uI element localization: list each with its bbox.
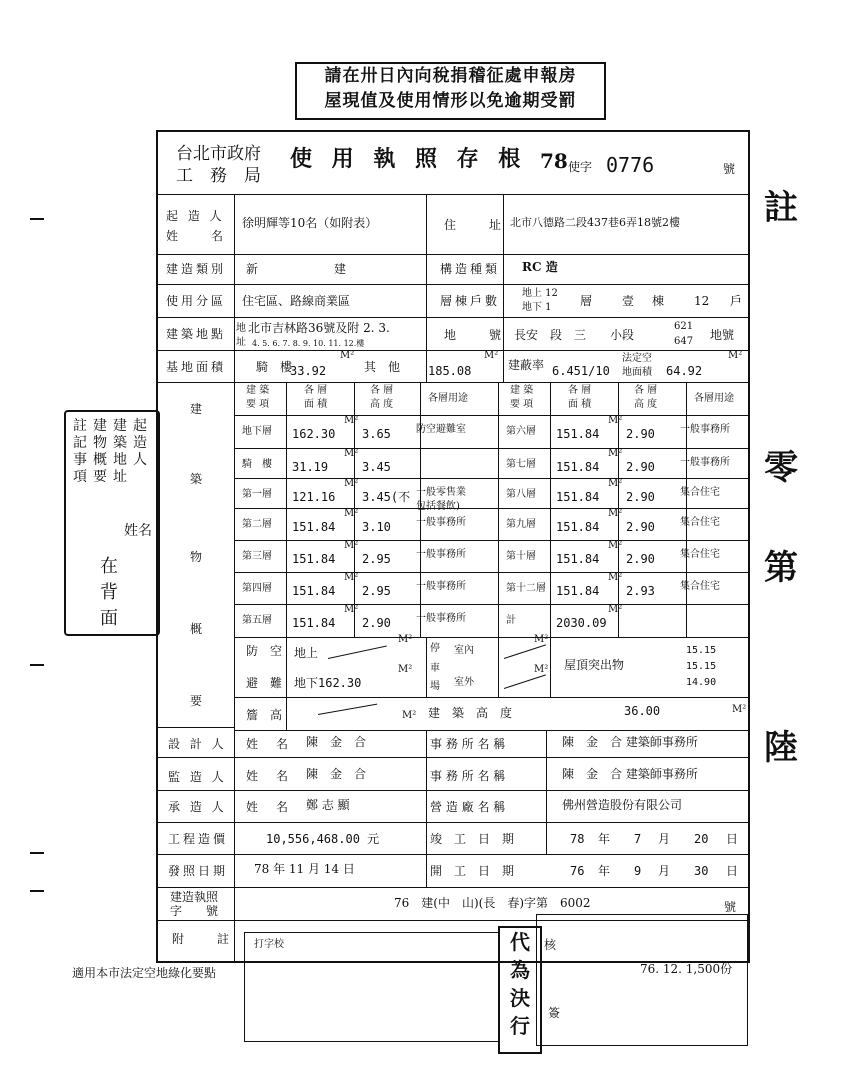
margin-mark-2	[30, 664, 44, 666]
roof-label: 屋頂突出物	[564, 658, 625, 672]
side-col-2: 建築地址	[113, 418, 127, 485]
floor-use: 集合住宅	[680, 517, 720, 528]
build-type-value-1: 新	[246, 262, 259, 276]
parking-outdoor: 室外	[454, 677, 474, 688]
org-name-2: 工 務 局	[176, 166, 261, 186]
floors-header-item-left: 建 築 要 項	[246, 385, 270, 410]
print-date: 76. 12. 1,500份	[640, 962, 733, 976]
floor-use: 一般零售業 包括餐飲)	[416, 487, 466, 512]
completion-day: 20	[694, 832, 709, 846]
cost-label: 工程造價	[168, 832, 229, 846]
floor-area-unit: M²	[608, 448, 623, 459]
floor-area: 2030.09	[556, 616, 607, 630]
floor-use: 一般事務所	[416, 613, 466, 624]
floors-below: 地下 1	[522, 302, 552, 313]
land-section: 長安 段 三 小段	[514, 328, 635, 342]
completion-year: 78	[570, 832, 585, 846]
building-unit: 棟	[652, 294, 665, 308]
floor-use: 一般事務所	[416, 581, 466, 592]
coverage-value: 6.451/10	[552, 364, 610, 378]
owner-value: 徐明輝等10名（如附表）	[242, 216, 378, 230]
issue-value: 78 年 11 月 14 日	[254, 862, 355, 876]
floor-use: 防空避難室	[416, 424, 466, 435]
unit-count: 12	[694, 294, 710, 308]
contractor-company-label: 營 造 廠 名 稱	[430, 800, 506, 814]
zoning-value: 住宅區、路線商業區	[242, 294, 351, 308]
location-prefix-2: 址	[236, 337, 246, 348]
build-type-label: 建造類別	[166, 262, 227, 276]
shelter-label-1: 防 空	[246, 644, 283, 658]
permit-year: 78	[540, 149, 568, 173]
delegate-stamp: 代 為 決 行	[498, 926, 542, 1054]
floors-header-height-left: 各 層 高 度	[370, 385, 394, 410]
section-char-1: 建	[190, 402, 203, 416]
floor-area: 151.84	[556, 427, 600, 441]
remarks-handwritten: 打字校	[254, 939, 284, 950]
floor-name: 地下層	[242, 426, 272, 437]
unit-word: 戶	[730, 294, 743, 308]
contractor-company: 佛州營造股份有限公司	[562, 798, 683, 812]
remarks-label: 附 註	[172, 932, 233, 946]
floor-area-unit: M²	[608, 540, 623, 551]
floor-height: 3.10	[362, 520, 391, 534]
floor-area: 151.84	[556, 552, 600, 566]
parking-indoor-unit: M²	[534, 634, 549, 645]
margin-char-b: 零	[764, 448, 798, 488]
shelter-below: 地下162.30	[294, 676, 362, 690]
floor-area-unit: M²	[344, 478, 359, 489]
notice-box	[295, 62, 606, 120]
completion-month: 7	[634, 832, 642, 846]
floor-height: 2.90	[626, 520, 655, 534]
arcade-value: 33.92	[290, 364, 327, 378]
floor-height: 2.93	[626, 584, 655, 598]
floor-area-unit: M²	[608, 572, 623, 583]
building-height-label: 建 築 高 度	[428, 706, 513, 720]
structure-value: RC 造	[522, 260, 558, 274]
supervisor-office: 陳 金 合 建築師事務所	[562, 767, 698, 781]
section-char-5: 要	[190, 694, 203, 708]
parking-indoor: 室內	[454, 645, 474, 656]
floor-name: 計	[506, 615, 516, 626]
legal-unit: M²	[728, 350, 743, 361]
floor-height: 2.90	[362, 616, 391, 630]
designer-office-label: 事 務 所 名 稱	[430, 737, 506, 751]
floor-area: 151.84	[556, 584, 600, 598]
location-label: 建築地點	[166, 327, 227, 341]
shelter-above-unit: M²	[398, 634, 413, 645]
building-height-value: 36.00	[624, 704, 661, 718]
floor-area: 151.84	[292, 584, 336, 598]
floor-area: 151.84	[556, 490, 600, 504]
margin-mark-4	[30, 890, 44, 892]
floor-use: 一般事務所	[680, 424, 730, 435]
sign-label: 簽	[548, 1006, 561, 1020]
supervisor-office-label: 事 務 所 名 稱	[430, 769, 506, 783]
floor-name: 第六層	[506, 426, 536, 437]
floor-area-unit: M²	[608, 415, 623, 426]
parking-label-3: 場	[430, 681, 440, 692]
side-tail-4: 面	[100, 608, 118, 629]
remarks-approve: 核	[544, 938, 557, 952]
floor-height: 3.65	[362, 427, 391, 441]
parking-outdoor-unit: M²	[534, 664, 549, 675]
start-year: 76	[570, 864, 585, 878]
roof-1: 15.15	[686, 645, 717, 656]
margin-char-c: 第	[764, 548, 798, 588]
other-value: 185.08	[428, 364, 472, 378]
start-month: 9	[634, 864, 642, 878]
floor-use: 集合住宅	[680, 581, 720, 592]
building-count: 壹	[622, 294, 635, 308]
legal-label-1: 法定空	[622, 353, 652, 364]
designer-office: 陳 金 合 建築師事務所	[562, 735, 698, 749]
arcade-unit: M²	[340, 350, 355, 361]
lot-1: 621	[674, 321, 694, 332]
roof-3: 14.90	[686, 677, 717, 688]
floor-area-unit: M²	[608, 478, 623, 489]
margin-char-a: 註	[764, 188, 798, 228]
side-stamp	[64, 410, 160, 636]
supervisor-name-label: 姓 名	[246, 769, 292, 783]
floor-name: 第五層	[242, 615, 272, 626]
side-tail-1: 姓名	[124, 523, 152, 539]
permit-suffix: 號	[723, 162, 736, 176]
floor-area-unit: M²	[344, 508, 359, 519]
floors-header-area-left: 各 層 面 積	[304, 385, 328, 410]
permit-label-2: 字 號	[170, 904, 219, 918]
floor-height: 2.90	[626, 427, 655, 441]
location-line-1: 北市吉林路36號及附 2. 3.	[248, 321, 390, 335]
supervisor-label: 監 造 人	[168, 770, 227, 784]
floor-area: 151.84	[556, 520, 600, 534]
floor-name: 第十二層	[506, 583, 546, 594]
issue-label: 發照日期	[168, 864, 229, 878]
floors-count-label: 層棟戶數	[440, 294, 501, 308]
designer-label: 設 計 人	[168, 737, 227, 751]
notice-line-2: 屋現值及使用情形以免逾期受罰	[324, 91, 577, 111]
section-char-2: 築	[190, 472, 203, 486]
other-label: 其 他	[364, 360, 401, 374]
designer-name-label: 姓 名	[246, 737, 292, 751]
permit-label-1: 建造執照	[170, 890, 219, 904]
land-label: 地 號	[444, 328, 505, 342]
floor-name: 騎 樓	[242, 459, 272, 470]
side-col-3: 建物概要	[93, 418, 107, 485]
floors-above: 地上 12	[522, 288, 558, 299]
floor-area-unit: M²	[344, 572, 359, 583]
approval-box	[244, 932, 500, 1042]
margin-mark-1	[30, 218, 44, 220]
org-name-1: 台北市政府	[176, 144, 261, 164]
floors-header-height-right: 各 層 高 度	[634, 385, 658, 410]
permit-form	[156, 130, 750, 963]
floor-area-unit: M²	[344, 604, 359, 615]
other-unit: M²	[484, 350, 499, 361]
designer-name: 陳 金 合	[306, 735, 367, 749]
floor-name: 第一層	[242, 489, 272, 500]
margin-char-d: 陸	[764, 728, 798, 768]
floors-header-item-right: 建 築 要 項	[510, 385, 534, 410]
section-char-4: 概	[190, 622, 203, 636]
shelter-below-unit: M²	[398, 664, 413, 675]
eave-unit: M²	[402, 710, 417, 721]
zoning-label: 使用分區	[166, 294, 227, 308]
floor-height: 3.45	[362, 460, 391, 474]
base-area-label: 基地面積	[166, 360, 227, 374]
floor-area: 162.30	[292, 427, 336, 441]
floor-area: 151.84	[292, 616, 336, 630]
floors-header-use-left: 各層用途	[428, 393, 468, 404]
legal-value: 64.92	[666, 364, 703, 378]
side-col-4: 註記事項	[73, 418, 87, 485]
floor-use: 一般事務所	[416, 549, 466, 560]
floor-height: 2.90	[626, 552, 655, 566]
start-label: 開 工 日 期	[430, 864, 515, 878]
floor-area-unit: M²	[608, 508, 623, 519]
legal-label-2: 地面積	[622, 367, 652, 378]
parking-label-1: 停	[430, 643, 440, 654]
floor-area: 31.19	[292, 460, 329, 474]
notice-line-1: 請在卅日內向稅捐稽征處申報房	[324, 66, 577, 86]
location-prefix-1: 地	[236, 323, 246, 334]
floor-name: 第八層	[506, 489, 536, 500]
permit-prefix: 使字	[568, 160, 593, 174]
margin-mark-3	[30, 852, 44, 854]
side-col-1: 起造人	[133, 418, 147, 468]
floor-name: 第十層	[506, 551, 536, 562]
address-value: 北市八德路二段437巷6弄18號2樓	[510, 216, 680, 229]
contractor-name-label: 姓 名	[246, 800, 292, 814]
floor-area-unit: M²	[344, 540, 359, 551]
floors-header-use-right: 各層用途	[694, 393, 734, 404]
floor-area: 121.16	[292, 490, 336, 504]
floor-area: 151.84	[292, 552, 336, 566]
eave-label: 簷 高	[246, 708, 283, 722]
completion-label: 竣 工 日 期	[430, 832, 515, 846]
start-year-unit: 年	[598, 864, 611, 878]
floor-height: 2.90	[626, 460, 655, 474]
side-tail-2: 在	[100, 556, 118, 577]
footnote: 適用本市法定空地綠化要點	[72, 966, 217, 980]
permit-value-suffix: 號	[724, 900, 737, 914]
floor-use: 集合住宅	[680, 487, 720, 498]
floor-height: 3.45(不	[362, 490, 411, 504]
floor-unit: 層	[580, 294, 593, 308]
floor-area-unit: M²	[344, 415, 359, 426]
completion-year-unit: 年	[598, 832, 611, 846]
structure-label: 構造種類	[440, 262, 501, 276]
floor-area-unit: M²	[608, 604, 623, 615]
floor-height: 2.95	[362, 552, 391, 566]
floor-area: 151.84	[292, 520, 336, 534]
floors-header-area-right: 各 層 面 積	[568, 385, 592, 410]
start-day: 30	[694, 864, 709, 878]
parking-label-2: 車	[430, 663, 440, 674]
floor-name: 第四層	[242, 583, 272, 594]
floor-use: 一般事務所	[416, 517, 466, 528]
floor-height: 2.95	[362, 584, 391, 598]
arcade-label: 騎 樓	[256, 360, 293, 374]
location-line-2: 4. 5. 6. 7. 8. 9. 10. 11. 12.樓	[252, 339, 365, 348]
coverage-label: 建蔽率	[508, 358, 545, 372]
start-day-unit: 日	[726, 864, 739, 878]
lot-label: 地號	[710, 328, 735, 342]
build-type-value-2: 建	[334, 262, 347, 276]
shelter-label-2: 避 難	[246, 676, 283, 690]
cost-value: 10,556,468.00 元	[266, 832, 380, 846]
floor-area-unit: M²	[344, 448, 359, 459]
floor-name: 第九層	[506, 519, 536, 530]
permit-value: 76 建(中 山)(長 春)字第 6002	[394, 896, 591, 910]
floor-name: 第二層	[242, 519, 272, 530]
signature-box	[536, 914, 748, 1046]
shelter-above: 地上	[294, 646, 319, 660]
floor-height: 2.90	[626, 490, 655, 504]
completion-month-unit: 月	[658, 832, 671, 846]
floor-area: 151.84	[556, 460, 600, 474]
roof-2: 15.15	[686, 661, 717, 672]
floor-use: 一般事務所	[680, 457, 730, 468]
start-month-unit: 月	[658, 864, 671, 878]
permit-number: 0776	[606, 153, 655, 177]
contractor-name: 鄭 志 顯	[306, 798, 350, 812]
floor-name: 第七層	[506, 459, 536, 470]
address-label: 住 址	[444, 218, 505, 232]
supervisor-name: 陳 金 合	[306, 767, 367, 781]
side-tail-3: 背	[100, 582, 118, 603]
building-height-unit: M²	[732, 704, 747, 715]
section-char-3: 物	[190, 550, 203, 564]
floor-use: 集合住宅	[680, 549, 720, 560]
contractor-label: 承 造 人	[168, 800, 227, 814]
lot-2: 647	[674, 336, 694, 347]
floor-name: 第三層	[242, 551, 272, 562]
owner-label: 起 造 人 姓 名	[166, 209, 227, 243]
form-title: 使 用 執 照 存 根	[290, 146, 527, 172]
completion-day-unit: 日	[726, 832, 739, 846]
